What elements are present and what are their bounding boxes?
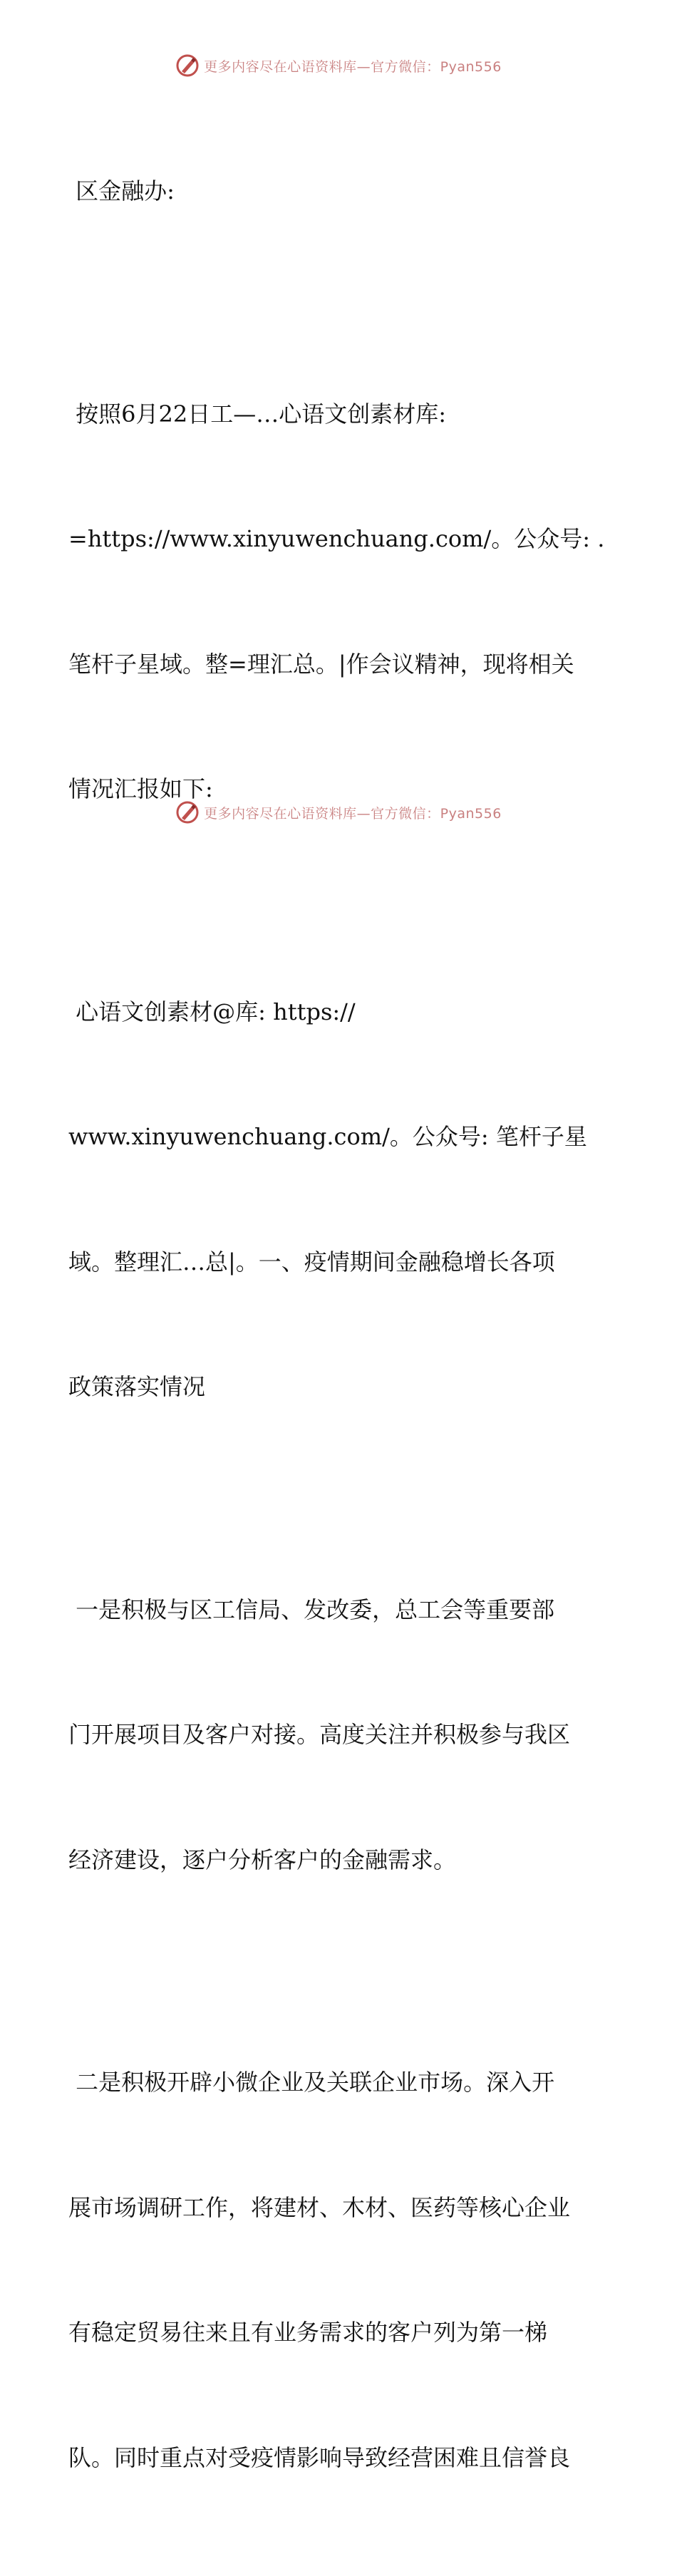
pen-logo-icon bbox=[175, 800, 200, 824]
text-line: =https://www.xinyuwenchuang.com/。公众号: . bbox=[68, 525, 605, 552]
text-line: 队。同时重点对受疫情影响导致经营困难且信誉良 bbox=[68, 2443, 571, 2471]
text-line: 域。整理汇…总|。一、疫情期间金融稳增长各项 bbox=[68, 1248, 555, 1276]
text-line: 一是积极与区工信局、发改委，总工会等重要部 bbox=[68, 1595, 555, 1623]
header-watermark-banner bbox=[0, 51, 677, 80]
text-line: 展市场调研工作，将建材、木材、医药等核心企业 bbox=[68, 2193, 571, 2221]
text-line: 区金融办: bbox=[68, 177, 175, 205]
banner-text: 更多内容尽在心语资料库—官方微信：Pyan556 bbox=[204, 805, 502, 822]
text-line: 经济建设，逐户分析客户的金融需求。 bbox=[68, 1846, 457, 1873]
text-line: 门开展项目及客户对接。高度关注并积极参与我区 bbox=[68, 1721, 571, 1748]
text-line: www.xinyuwenchuang.com/。公众号: 笔杆子星 bbox=[68, 1123, 587, 1150]
paragraph-salutation bbox=[68, 87, 610, 296]
pen-logo-icon bbox=[175, 53, 200, 78]
footer-watermark-banner bbox=[0, 798, 677, 827]
text-line: 政策落实情况 bbox=[68, 1373, 206, 1400]
paragraph-point-one bbox=[68, 1506, 610, 1965]
paragraph-section-heading bbox=[68, 908, 610, 1491]
text-line: 按照6月22日工—…心语文创素材库: bbox=[68, 400, 447, 428]
text-line: 心语文创素材@库: https:// bbox=[68, 998, 356, 1025]
document-body bbox=[68, 87, 610, 2576]
text-line: 有稳定贸易往来且有业务需求的客户列为第一梯 bbox=[68, 2319, 548, 2346]
paragraph-point-two bbox=[68, 1978, 610, 2562]
text-line: 笔杆子星域。整=理汇总。|作会议精神，现将相关 bbox=[68, 650, 574, 678]
text-line: 二是积极开辟小微企业及关联企业市场。深入开 bbox=[68, 2069, 555, 2096]
text-line: 情况汇报如下: bbox=[68, 775, 213, 802]
banner-text: 更多内容尽在心语资料库—官方微信：Pyan556 bbox=[204, 58, 502, 75]
